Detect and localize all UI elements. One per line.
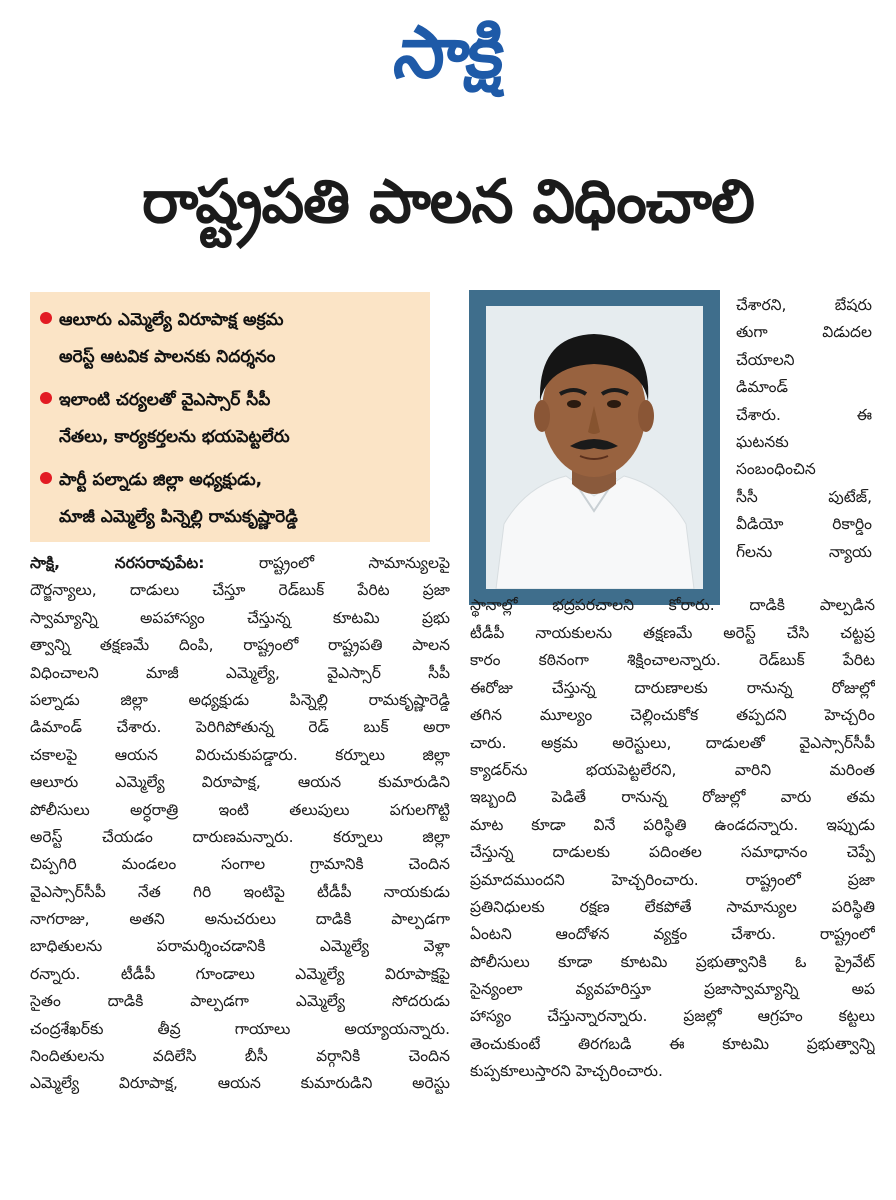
text-line: అరెస్ట్ చేయడం దారుణమన్నారు. కర్నూలు జిల్లా (30, 827, 450, 846)
text-line: విధించాలని మాజీ ఎమ్మెల్యే, వైఎస్సార్ సీపీ (30, 663, 450, 682)
portrait-photo (486, 306, 703, 589)
highlight-line: ఇలాంటి చర్యలతో వైఎస్సార్ సీపీ (59, 390, 271, 410)
text-line: చంద్రశేఖర్‌కు తీవ్ర గాయాలు అయ్యాయన్నారు. (30, 1019, 450, 1038)
text-line: చిప్పగిరి మండలం సంగాల గ్రామానికి చెందిన (30, 855, 450, 874)
text-line: డిమాండ్ చేశారు. పెరిగిపోతున్న రెడ్ బుక్ అరా (30, 718, 450, 737)
article-column-right-bridge (470, 592, 875, 619)
text-line: నిందితులను వదిలేసి బీసీ వర్గానికి చెందిన (30, 1047, 450, 1066)
text-line: దౌర్జన్యాలు, దాడులు చేస్తూ రెడ్‌బుక్ పేరిట ప్రజా (30, 581, 450, 600)
newspaper-logo: సాక్షి (389, 10, 510, 94)
text-line: ఆలూరు ఎమ్మెల్యే విరూపాక్ష, ఆయన కుమారుడిని (30, 773, 450, 792)
highlight-line: నేతలు, కార్యకర్తలను భయపెట్టలేరు (59, 427, 290, 447)
text-line: ఇబ్బంది పెడితే రానున్న రోజుల్లో వారు తమ (470, 788, 875, 807)
text-line: చేశారు. ఈ (736, 405, 872, 424)
text-line: డిమాండ్ (736, 378, 789, 397)
text-line: కుప్పకూలుస్తారని హెచ్చరించారు. (470, 1062, 663, 1081)
text-line: పోలీసులు అర్ధరాత్రి ఇంటి తలుపులు పగులగొట్టి (30, 800, 450, 819)
highlight-line: పార్టీ పల్నాడు జిల్లా అధ్యక్షుడు, (59, 470, 263, 490)
article-column-right (470, 620, 875, 1190)
text-line: సైన్యంలా వ్యవహరిస్తూ ప్రజాస్వామ్యాన్ని అప (470, 980, 875, 999)
text-line: చేయాలని (736, 350, 795, 369)
highlights-box (30, 292, 430, 542)
bullet-icon (40, 472, 52, 484)
text-line: మాట కూడా వినే పరిస్థితి ఉండదన్నారు. ఇప్పుడు (470, 815, 875, 834)
bullet-icon (40, 392, 52, 404)
text-line (30, 550, 450, 577)
text-line: సంబంధించిన (736, 460, 816, 479)
highlight-line: ఆలూరు ఎమ్మెల్యే విరూపాక్ష అక్రమ (59, 310, 284, 330)
text-line: క్యాడర్‌ను భయపెట్టలేరని, వారిని మరింత (470, 760, 875, 779)
text-span: రాష్ట్రంలో సామాన్యులపై (258, 554, 450, 572)
text-line: తుగా విడుదల (736, 323, 872, 342)
text-line: ఈరోజు చేస్తున్న దారుణాలకు రానున్న రోజుల్లో (470, 678, 875, 697)
text-line: చకాలపై ఆయన విరుచుకుపడ్డారు. కర్నూలు జిల్లా (30, 745, 450, 764)
text-line: పల్నాడు జిల్లా అధ్యక్షుడు పిన్నెల్లి రామకృష్ణారెడ్డి (30, 690, 450, 709)
text-line: సైతం దాడికి పాల్పడగా ఎమ్మెల్యే సోదరుడు (30, 992, 450, 1011)
text-line: బాధితులను పరామర్శించడానికి ఎమ్మెల్యే వెళ్లా (30, 937, 450, 956)
bullet-icon (40, 312, 52, 324)
text-line: తెంచుకుంటే తిరగబడి ఈ కూటమి ప్రభుత్వాన్ని (470, 1034, 875, 1053)
photo-frame (469, 290, 720, 605)
highlight-item (38, 302, 420, 376)
text-line: రన్నారు. టీడీపీ గూండాలు ఎమ్మెల్యే విరూపాక్షపై (30, 964, 450, 983)
text-line: టీడీపీ నాయకులను తక్షణమే అరెస్ట్ చేసి చట్టప్ర (470, 624, 875, 642)
text-line: ఎమ్మెల్యే విరూపాక్ష, ఆయన కుమారుడిని అరెస్టు (30, 1074, 450, 1093)
text-line: చారు. అక్రమ అరెస్టులు, దాడులతో వైఎస్సార్‌సీపీ (470, 733, 875, 752)
dateline: సాక్షి, నరసరావుపేట: (30, 554, 205, 572)
text-line: ఏంటని ఆందోళన వ్యక్తం చేశారు. రాష్ట్రంలో (470, 925, 875, 944)
text-line: ఘటనకు (736, 432, 789, 451)
text-line: పోలీసులు కూడా కూటమి ప్రభుత్వానికి ఓ ప్రైవేట్ (470, 952, 875, 971)
article-headline: రాష్ట్రపతి పాలన విధించాలి (142, 167, 754, 237)
text-line: స్థానాల్లో భద్రపరచాలని కోరారు. దాడికి పాల్పడిన (470, 596, 875, 614)
highlight-line: మాజీ ఎమ్మెల్యే పిన్నెల్లి రామకృష్ణారెడ్డి (59, 507, 298, 527)
highlight-item (38, 462, 420, 536)
text-line: వైఎస్సార్‌సీపీ నేత గిరి ఇంటిపై టీడీపీ నాయకుడు (30, 882, 450, 901)
text-line: వీడియో రికార్డిం (736, 515, 872, 534)
text-line: కారం కఠినంగా శిక్షించాలన్నారు. రెడ్‌బుక్ పేరిట (470, 651, 875, 670)
text-line: స్వామ్యాన్ని అపహాస్యం చేస్తున్న కూటమి ప్రభు (30, 608, 450, 627)
text-line: సీసీ పుటేజ్, (736, 487, 872, 506)
portrait-illustration (486, 306, 703, 589)
highlight-line: అరెస్ట్ ఆటవిక పాలనకు నిదర్శనం (59, 347, 276, 367)
text-line: ప్రతినిధులకు రక్షణ లేకపోతే సామాన్యుల పరిస్థితి (470, 897, 875, 916)
text-line: చేశారని, బేషరు (736, 296, 872, 314)
text-line: త్వాన్ని తక్షణమే దింపి, రాష్ట్రంలో రాష్ట్రపతి పాలన (30, 636, 450, 655)
article-column-right-top (736, 292, 872, 628)
text-line: ప్రమాదముందని హెచ్చరించారు. రాష్ట్రంలో ప్రజా (470, 870, 875, 889)
text-line: నాగరాజు, అతని అనుచరులు దాడికి పాల్పడగా (30, 910, 450, 929)
text-line: తగిన మూల్యం చెల్లించుకోక తప్పదని హెచ్చరిం (470, 706, 875, 725)
text-line: హాస్యం చేస్తున్నారన్నారు. ప్రజల్లో ఆగ్రహం కట్టలు (470, 1007, 875, 1026)
text-line: చేస్తున్న దాడులకు పదింతల సమాధానం చెప్పే (470, 843, 875, 862)
masthead (0, 0, 896, 122)
article-column-left (30, 550, 450, 1190)
highlight-item (38, 382, 420, 456)
text-line: గ్‌లను న్యాయ (736, 542, 872, 561)
